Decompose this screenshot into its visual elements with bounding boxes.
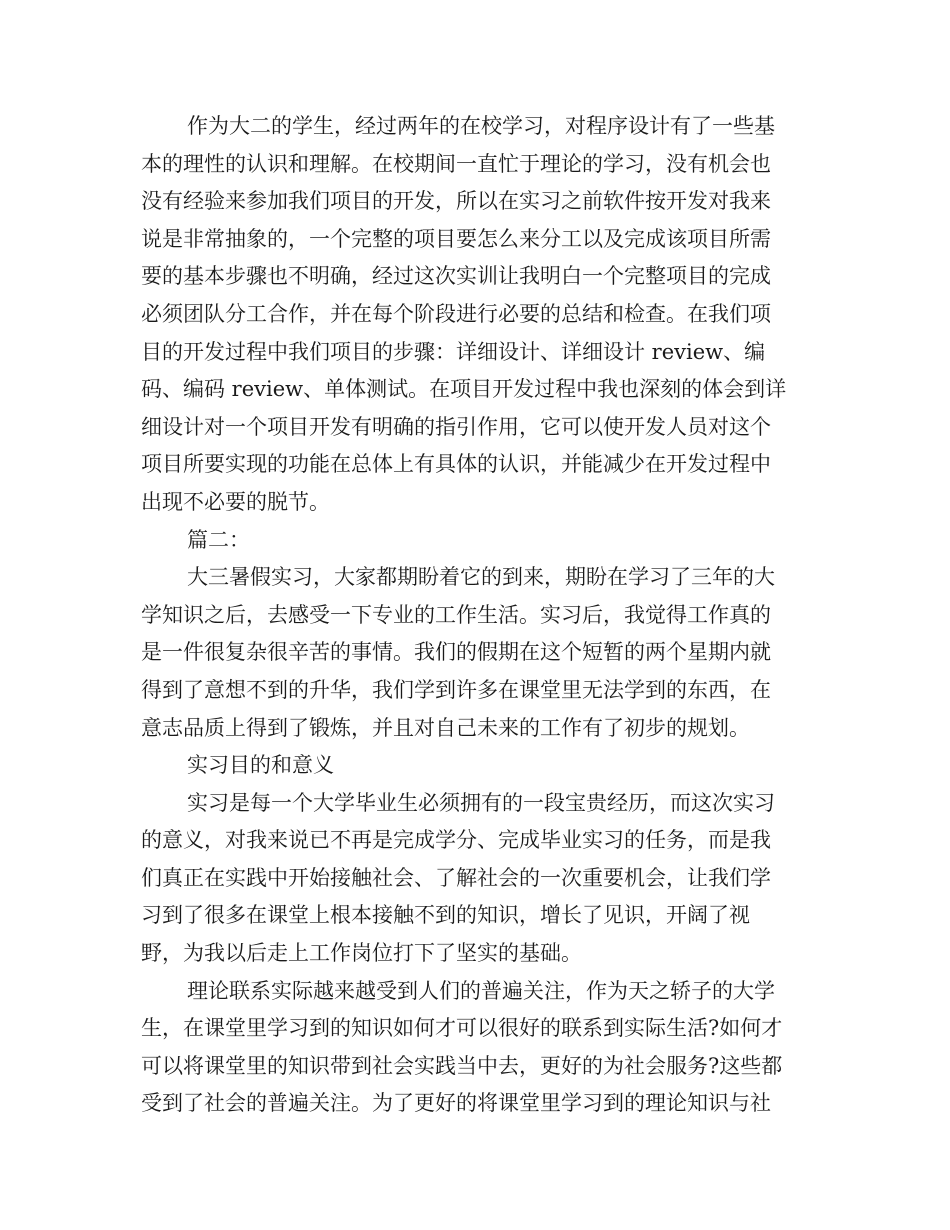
text-line: 们真正在实践中开始接触社会、了解社会的一次重要机会，让我们学 xyxy=(141,865,771,890)
text-line: 大三暑假实习，大家都期盼着它的到来，期盼在学习了三年的大 xyxy=(187,565,775,590)
text-line: 码、编码 review、单体测试。在项目开发过程中我也深刻的体会到详 xyxy=(141,377,787,402)
text-line: 的意义，对我来说已不再是完成学分、完成毕业实习的任务，而是我 xyxy=(141,828,771,853)
text-line: 目的开发过程中我们项目的步骤：详细设计、详细设计 review、编 xyxy=(141,339,766,364)
text-line: 理论联系实际越来越受到人们的普遍关注，作为天之轿子的大学 xyxy=(187,978,775,1003)
text-line: 要的基本步骤也不明确，经过这次实训让我明白一个完整项目的完成 xyxy=(141,264,771,289)
text-line: 篇二： xyxy=(187,527,250,552)
text-line: 受到了社会的普遍关注。为了更好的将课堂里学习到的理论知识与社 xyxy=(141,1091,771,1116)
text-line: 实习是每一个大学毕业生必须拥有的一段宝贵经历，而这次实习 xyxy=(187,790,775,815)
text-line: 说是非常抽象的，一个完整的项目要怎么来分工以及完成该项目所需 xyxy=(141,226,771,251)
text-line: 实习目的和意义 xyxy=(187,753,334,778)
text-line: 生，在课堂里学习到的知识如何才可以很好的联系到实际生活?如何才 xyxy=(141,1016,783,1041)
text-line: 细设计对一个项目开发有明确的指引作用，它可以使开发人员对这个 xyxy=(141,414,771,439)
text-line: 可以将课堂里的知识带到社会实践当中去，更好的为社会服务?这些都 xyxy=(141,1053,783,1078)
text-line: 必须团队分工合作，并在每个阶段进行必要的总结和检查。在我们项 xyxy=(141,301,771,326)
document-body xyxy=(141,108,801,1123)
text-line: 出现不必要的脱节。 xyxy=(141,489,330,514)
text-line: 学知识之后，去感受一下专业的工作生活。实习后，我觉得工作真的 xyxy=(141,602,771,627)
text-line: 作为大二的学生，经过两年的在校学习，对程序设计有了一些基 xyxy=(187,114,775,138)
text-line: 没有经验来参加我们项目的开发，所以在实习之前软件按开发对我来 xyxy=(141,189,771,214)
text-line: 本的理性的认识和理解。在校期间一直忙于理论的学习，没有机会也 xyxy=(141,151,771,176)
text-line: 意志品质上得到了锻炼，并且对自己未来的工作有了初步的规划。 xyxy=(141,715,750,740)
text-line: 是一件很复杂很辛苦的事情。我们的假期在这个短暂的两个星期内就 xyxy=(141,640,771,665)
text-line: 得到了意想不到的升华，我们学到许多在课堂里无法学到的东西，在 xyxy=(141,677,771,702)
text-line: 习到了很多在课堂上根本接触不到的知识，增长了见识，开阔了视 xyxy=(141,903,750,928)
text-line: 项目所要实现的功能在总体上有具体的认识，并能减少在开发过程中 xyxy=(141,452,771,477)
text-line: 野，为我以后走上工作岗位打下了坚实的基础。 xyxy=(141,941,582,966)
